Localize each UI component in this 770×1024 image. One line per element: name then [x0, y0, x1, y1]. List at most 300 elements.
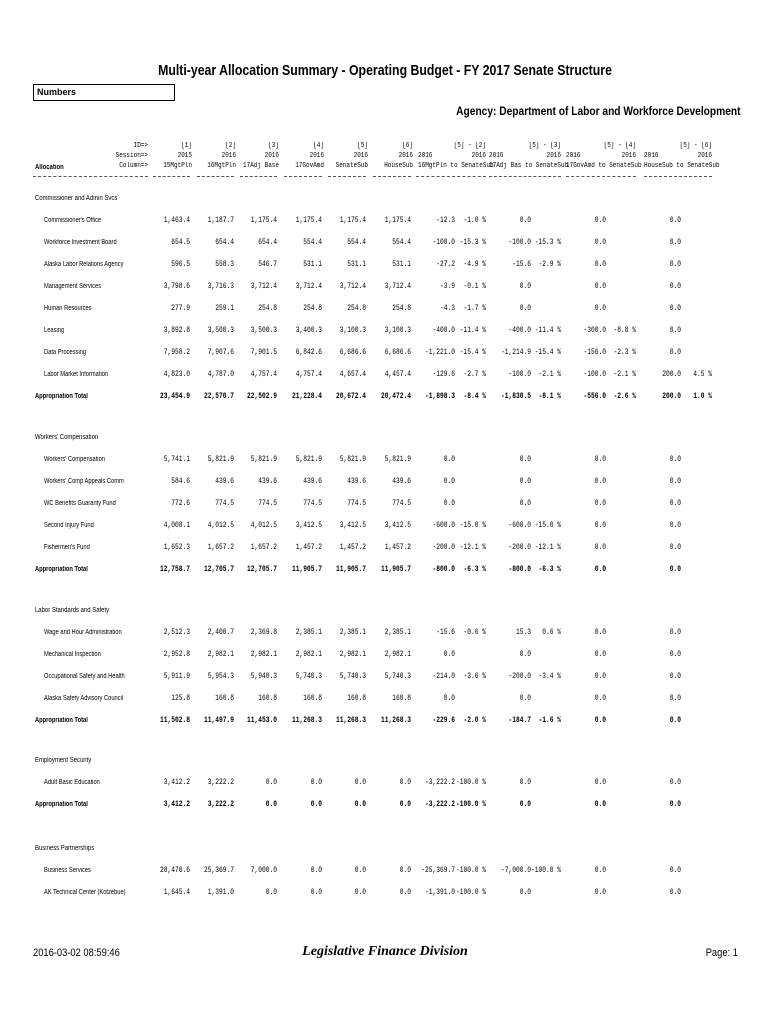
value-cell: 3,892.8	[163, 326, 190, 335]
diff-cell: -15.4 %	[534, 348, 561, 357]
allocation-row-label: Adult Basic Education	[44, 779, 100, 786]
diff-cell: -4.9 %	[463, 260, 486, 269]
total-diff-cell: -100.0 %	[456, 800, 486, 809]
value-cell: 160.8	[347, 694, 366, 703]
diff-cell: -3,222.2	[425, 778, 455, 787]
value-cell: 6,686.6	[339, 348, 366, 357]
value-cell: 1,645.4	[163, 888, 190, 897]
header-col-id: [1]	[181, 142, 192, 150]
diff-cell: -100.0	[583, 370, 606, 379]
value-cell: 259.1	[215, 304, 234, 313]
diff-cell: -100.0	[508, 238, 531, 247]
header-col-id: [5]	[357, 142, 368, 150]
value-cell: 3,222.2	[207, 778, 234, 787]
value-cell: 6,842.6	[295, 348, 322, 357]
value-cell: 5,821.9	[384, 455, 411, 464]
report-title: Multi-year Allocation Summary - Operating Budget - FY 2017 Senate Structure	[158, 62, 612, 79]
diff-cell: -1.7 %	[463, 304, 486, 313]
appropriation-total-label: Appropriation Total	[35, 393, 88, 400]
value-cell: 5,741.1	[163, 455, 190, 464]
value-cell: 2,369.8	[250, 628, 277, 637]
section-title: Workers' Compensation	[35, 434, 99, 441]
header-diff-session-to: 2016	[471, 152, 486, 160]
value-cell: 254.8	[392, 304, 411, 313]
value-cell: 3,712.4	[250, 282, 277, 291]
value-cell: 774.5	[347, 499, 366, 508]
header-diff-id: [5] - [6]	[679, 142, 712, 150]
value-cell: 772.6	[171, 499, 190, 508]
diff-cell: -2.7 %	[463, 370, 486, 379]
diff-cell: 0.0	[669, 521, 681, 530]
value-cell: 3,500.3	[207, 326, 234, 335]
value-cell: 0.0	[265, 778, 277, 787]
diff-cell: -400.0	[508, 326, 531, 335]
total-diff-cell: -800.0	[508, 565, 531, 574]
header-rule	[328, 176, 366, 177]
total-value-cell: 20,672.4	[336, 392, 366, 401]
diff-cell: -200.0	[508, 672, 531, 681]
diff-cell: -15.3 %	[459, 238, 486, 247]
allocation-row-label: Leasing	[44, 327, 65, 334]
header-col-id: [2]	[225, 142, 236, 150]
total-value-cell: 11,502.8	[160, 716, 190, 725]
value-cell: 4,008.1	[163, 521, 190, 530]
allocation-row-label: AK Technical Center (Kotzebue)	[44, 889, 126, 896]
diff-cell: 0.0	[519, 650, 531, 659]
value-cell: 254.8	[347, 304, 366, 313]
value-cell: 584.6	[171, 477, 190, 486]
value-cell: 5,911.9	[163, 672, 190, 681]
diff-cell: 0.0	[669, 326, 681, 335]
total-value-cell: 12,758.7	[160, 565, 190, 574]
value-cell: 5,821.9	[339, 455, 366, 464]
value-cell: 5,821.9	[250, 455, 277, 464]
diff-cell: 0.0	[594, 521, 606, 530]
value-cell: 2,400.7	[207, 628, 234, 637]
diff-cell: -7,000.0	[501, 866, 531, 875]
value-cell: 2,385.1	[339, 628, 366, 637]
header-col-name: HouseSub	[384, 162, 413, 170]
total-diff-cell: -1,830.5	[501, 392, 531, 401]
header-diff-id: [5] - [3]	[528, 142, 561, 150]
header-col-id: [4]	[313, 142, 324, 150]
diff-cell: -3.4 %	[538, 672, 561, 681]
diff-cell: 0.0	[669, 628, 681, 637]
appropriation-total-label: Appropriation Total	[35, 801, 88, 808]
total-value-cell: 3,222.2	[207, 800, 234, 809]
diff-cell: -200.0	[432, 543, 455, 552]
diff-cell: 0.0	[519, 694, 531, 703]
total-value-cell: 11,497.9	[204, 716, 234, 725]
value-cell: 554.4	[347, 238, 366, 247]
value-cell: 531.1	[303, 260, 322, 269]
diff-cell: -2.1 %	[613, 370, 636, 379]
value-cell: 2,982.1	[339, 650, 366, 659]
value-cell: 3,400.3	[295, 326, 322, 335]
total-value-cell: 0.0	[265, 800, 277, 809]
total-diff-cell: 0.0	[519, 800, 531, 809]
value-cell: 5,740.3	[295, 672, 322, 681]
value-cell: 4,787.0	[207, 370, 234, 379]
value-cell: 254.8	[258, 304, 277, 313]
value-cell: 439.6	[392, 477, 411, 486]
diff-cell: -100.0 %	[456, 778, 486, 787]
value-cell: 1,175.4	[339, 216, 366, 225]
diff-cell: 0.0	[594, 477, 606, 486]
value-cell: 4,012.5	[207, 521, 234, 530]
total-diff-cell: -556.0	[583, 392, 606, 401]
diff-cell: -2.3 %	[613, 348, 636, 357]
header-diff-id: [5] - [4]	[603, 142, 636, 150]
total-value-cell: 0.0	[399, 800, 411, 809]
value-cell: 7,907.6	[207, 348, 234, 357]
value-cell: 5,940.3	[250, 672, 277, 681]
value-cell: 1,175.4	[295, 216, 322, 225]
value-cell: 7,901.5	[250, 348, 277, 357]
total-diff-cell: -8.4 %	[463, 392, 486, 401]
value-cell: 277.9	[171, 304, 190, 313]
value-cell: 0.0	[310, 866, 322, 875]
header-rule	[489, 176, 561, 177]
diff-cell: 0.0	[519, 455, 531, 464]
total-diff-cell: 0.0	[669, 565, 681, 574]
footer-division: Legislative Finance Division	[302, 944, 468, 959]
value-cell: 2,385.1	[295, 628, 322, 637]
diff-cell: -12.3	[436, 216, 455, 225]
diff-cell: -12.1 %	[534, 543, 561, 552]
value-cell: 4,457.4	[384, 370, 411, 379]
total-value-cell: 11,905.7	[381, 565, 411, 574]
diff-cell: -27.2	[436, 260, 455, 269]
diff-cell: -1.0 %	[463, 216, 486, 225]
diff-cell: 0.0	[443, 477, 455, 486]
header-col-session: 2016	[353, 152, 368, 160]
diff-cell: -8.8 %	[613, 326, 636, 335]
diff-cell: -156.0	[583, 348, 606, 357]
value-cell: 1,657.2	[207, 543, 234, 552]
total-diff-cell: 0.0	[669, 800, 681, 809]
value-cell: 3,100.3	[339, 326, 366, 335]
value-cell: 7,958.2	[163, 348, 190, 357]
header-diff-name: HouseSub to SenateSub	[644, 162, 720, 170]
value-cell: 531.1	[392, 260, 411, 269]
diff-cell: 0.0	[519, 282, 531, 291]
total-value-cell: 3,412.2	[163, 800, 190, 809]
value-cell: 125.8	[171, 694, 190, 703]
diff-cell: 0.0	[594, 650, 606, 659]
header-col-session: 2016	[309, 152, 324, 160]
value-cell: 654.5	[171, 238, 190, 247]
diff-cell: -15.6	[436, 628, 455, 637]
diff-cell: -214.0	[432, 672, 455, 681]
total-diff-cell: -2.6 %	[613, 392, 636, 401]
diff-cell: 0.0	[594, 499, 606, 508]
header-diff-name: 17GovAmd to SenateSub	[566, 162, 642, 170]
total-value-cell: 11,268.3	[336, 716, 366, 725]
allocation-row-label: Alaska Labor Relations Agency	[44, 261, 124, 268]
diff-cell: 0.0	[669, 238, 681, 247]
value-cell: 0.0	[354, 866, 366, 875]
total-diff-cell: -800.0	[432, 565, 455, 574]
total-diff-cell: -3,222.2	[425, 800, 455, 809]
header-col-session: 2016	[398, 152, 413, 160]
diff-cell: 0.0	[669, 304, 681, 313]
diff-cell: -2.9 %	[538, 260, 561, 269]
value-cell: 2,982.1	[384, 650, 411, 659]
value-cell: 1,457.2	[384, 543, 411, 552]
value-cell: 5,740.3	[384, 672, 411, 681]
total-diff-cell: 1.0 %	[693, 392, 712, 401]
diff-cell: -15.6	[512, 260, 531, 269]
numbers-box: Numbers	[33, 84, 175, 101]
diff-cell: 0.0	[594, 282, 606, 291]
allocation-row-label: Labor Market Information	[44, 371, 109, 378]
value-cell: 254.8	[303, 304, 322, 313]
header-diff-name: 16MgtPln to SenateSub	[418, 162, 494, 170]
value-cell: 160.8	[258, 694, 277, 703]
header-col-name: SenateSub	[335, 162, 368, 170]
value-cell: 28,470.6	[160, 866, 190, 875]
diff-cell: -1,221.0	[425, 348, 455, 357]
value-cell: 2,982.1	[295, 650, 322, 659]
value-cell: 3,712.4	[295, 282, 322, 291]
value-cell: 4,757.4	[295, 370, 322, 379]
diff-cell: -600.0	[508, 521, 531, 530]
total-value-cell: 22,570.7	[204, 392, 234, 401]
value-cell: 3,716.3	[207, 282, 234, 291]
diff-cell: -400.0	[432, 326, 455, 335]
value-cell: 3,412.2	[163, 778, 190, 787]
diff-cell: 0.0	[443, 499, 455, 508]
value-cell: 2,952.8	[163, 650, 190, 659]
allocation-row-label: Commissioner's Office	[44, 217, 102, 224]
diff-cell: 0.0	[519, 477, 531, 486]
value-cell: 2,982.1	[207, 650, 234, 659]
diff-cell: -12.1 %	[459, 543, 486, 552]
value-cell: 1,657.2	[250, 543, 277, 552]
value-cell: 6,686.6	[384, 348, 411, 357]
value-cell: 160.8	[303, 694, 322, 703]
allocation-row-label: Wage and Hour Administration	[44, 629, 122, 636]
diff-cell: 0.0	[443, 455, 455, 464]
value-cell: 558.3	[215, 260, 234, 269]
total-value-cell: 12,705.7	[247, 565, 277, 574]
total-value-cell: 0.0	[310, 800, 322, 809]
diff-cell: -0.1 %	[463, 282, 486, 291]
total-diff-cell: 0.0	[594, 800, 606, 809]
section-title: Business Partnerships	[35, 845, 95, 852]
total-diff-cell: -8.1 %	[538, 392, 561, 401]
section-title: Employment Security	[35, 757, 92, 764]
diff-cell: 0.0	[669, 455, 681, 464]
value-cell: 4,757.4	[250, 370, 277, 379]
total-value-cell: 11,905.7	[292, 565, 322, 574]
value-cell: 5,740.3	[339, 672, 366, 681]
value-cell: 2,385.1	[384, 628, 411, 637]
diff-cell: 0.0	[669, 477, 681, 486]
allocation-row-label: Occupational Safety and Health	[44, 673, 125, 680]
value-cell: 3,100.3	[384, 326, 411, 335]
diff-cell: 0.0	[669, 866, 681, 875]
diff-cell: -15.0 %	[459, 521, 486, 530]
header-diff-session-to: 2016	[621, 152, 636, 160]
diff-cell: 0.0	[669, 694, 681, 703]
value-cell: 1,457.2	[339, 543, 366, 552]
footer-page: Page: 1	[705, 947, 738, 959]
header-col-name: 17GovAmd	[295, 162, 324, 170]
diff-cell: 0.0	[669, 543, 681, 552]
value-cell: 654.4	[258, 238, 277, 247]
header-diff-session-from: 2016	[644, 152, 659, 160]
value-cell: 774.5	[258, 499, 277, 508]
header-row-label: ID=>	[133, 142, 148, 150]
allocation-row-label: Alaska Safety Advisory Council	[44, 695, 124, 702]
value-cell: 3,500.3	[250, 326, 277, 335]
value-cell: 4,657.4	[339, 370, 366, 379]
allocation-row-label: Data Processing	[44, 349, 87, 356]
value-cell: 3,798.6	[163, 282, 190, 291]
value-cell: 25,369.7	[204, 866, 234, 875]
value-cell: 1,652.3	[163, 543, 190, 552]
diff-cell: 0.0	[669, 260, 681, 269]
value-cell: 0.0	[354, 888, 366, 897]
total-diff-cell: -6.3 %	[538, 565, 561, 574]
diff-cell: 0.0	[594, 778, 606, 787]
value-cell: 596.5	[171, 260, 190, 269]
total-value-cell: 0.0	[354, 800, 366, 809]
total-diff-cell: -1,898.3	[425, 392, 455, 401]
value-cell: 1,175.4	[250, 216, 277, 225]
value-cell: 546.7	[258, 260, 277, 269]
diff-cell: 200.0	[662, 370, 681, 379]
allocation-row-label: Human Resources	[44, 305, 92, 312]
allocation-row-label: Fishermen's Fund	[44, 544, 90, 551]
diff-cell: 0.6 %	[542, 628, 561, 637]
diff-cell: 0.0	[669, 348, 681, 357]
value-cell: 0.0	[310, 888, 322, 897]
diff-cell: -15.4 %	[459, 348, 486, 357]
total-value-cell: 23,454.9	[160, 392, 190, 401]
header-col-name: 17Adj Base	[242, 162, 279, 170]
footer-date: 2016-03-02 08:59:46	[33, 947, 120, 959]
diff-cell: 0.0	[443, 694, 455, 703]
diff-cell: 0.0	[669, 499, 681, 508]
diff-cell: 0.0	[594, 455, 606, 464]
diff-cell: 15.3	[516, 628, 531, 637]
header-rule	[566, 176, 636, 177]
diff-cell: 0.0	[594, 260, 606, 269]
allocation-row-label: Mechanical Inspection	[44, 651, 101, 658]
appropriation-total-label: Appropriation Total	[35, 717, 88, 724]
diff-cell: 0.0	[669, 216, 681, 225]
header-col-name: 15MgtPln	[163, 162, 192, 170]
diff-cell: 0.0	[594, 888, 606, 897]
value-cell: 654.4	[215, 238, 234, 247]
value-cell: 2,512.3	[163, 628, 190, 637]
diff-cell: 0.0	[443, 650, 455, 659]
total-diff-cell: 0.0	[594, 716, 606, 725]
diff-cell: 0.0	[594, 238, 606, 247]
value-cell: 2,982.1	[250, 650, 277, 659]
value-cell: 1,463.4	[163, 216, 190, 225]
value-cell: 5,954.3	[207, 672, 234, 681]
value-cell: 1,391.0	[207, 888, 234, 897]
header-diff-session-from: 2016	[489, 152, 504, 160]
value-cell: 774.5	[303, 499, 322, 508]
value-cell: 4,012.5	[250, 521, 277, 530]
total-diff-cell: -184.7	[508, 716, 531, 725]
diff-cell: 0.0	[669, 672, 681, 681]
value-cell: 3,412.5	[339, 521, 366, 530]
value-cell: 7,000.0	[250, 866, 277, 875]
header-rule	[416, 176, 486, 177]
allocation-row-label: Workers' Comp Appeals Comm	[44, 478, 124, 485]
diff-cell: -100.0 %	[456, 866, 486, 875]
header-row-label: Session=>	[115, 152, 148, 160]
header-rule	[240, 176, 277, 177]
header-rule	[197, 176, 234, 177]
diff-cell: 0.0	[594, 216, 606, 225]
header-rule	[33, 176, 148, 177]
allocation-header: Allocation	[35, 164, 64, 171]
value-cell: 0.0	[265, 888, 277, 897]
diff-cell: 0.0	[519, 216, 531, 225]
diff-cell: 0.0	[519, 888, 531, 897]
total-value-cell: 11,268.3	[381, 716, 411, 725]
value-cell: 439.6	[258, 477, 277, 486]
allocation-row-label: Workforce Investment Board	[44, 239, 117, 246]
header-rule	[153, 176, 190, 177]
value-cell: 4,823.0	[163, 370, 190, 379]
value-cell: 3,712.4	[339, 282, 366, 291]
value-cell: 554.4	[392, 238, 411, 247]
value-cell: 160.8	[392, 694, 411, 703]
value-cell: 1,187.7	[207, 216, 234, 225]
header-col-session: 2016	[264, 152, 279, 160]
header-diff-session-from: 2016	[566, 152, 581, 160]
header-diff-session-to: 2016	[697, 152, 712, 160]
value-cell: 774.5	[215, 499, 234, 508]
value-cell: 0.0	[399, 778, 411, 787]
diff-cell: 0.0	[669, 888, 681, 897]
allocation-row-label: Workers' Compensation	[44, 456, 105, 463]
diff-cell: 0.0	[519, 778, 531, 787]
diff-cell: -100.0 %	[531, 866, 561, 875]
allocation-row-label: Second Injury Fund	[44, 522, 94, 529]
diff-cell: -100.0	[508, 370, 531, 379]
total-value-cell: 22,502.9	[247, 392, 277, 401]
diff-cell: -200.0	[508, 543, 531, 552]
value-cell: 5,821.9	[295, 455, 322, 464]
diff-cell: 4.5 %	[693, 370, 712, 379]
total-diff-cell: -6.3 %	[463, 565, 486, 574]
total-value-cell: 21,228.4	[292, 392, 322, 401]
agency-title: Agency: Department of Labor and Workforce Development	[455, 104, 740, 118]
diff-cell: 0.0	[594, 672, 606, 681]
diff-cell: -1,391.0	[425, 888, 455, 897]
value-cell: 774.5	[392, 499, 411, 508]
value-cell: 3,412.5	[384, 521, 411, 530]
total-value-cell: 11,268.3	[292, 716, 322, 725]
diff-cell: 0.0	[519, 304, 531, 313]
diff-cell: -129.6	[432, 370, 455, 379]
value-cell: 3,712.4	[384, 282, 411, 291]
total-diff-cell: -229.6	[432, 716, 455, 725]
header-col-session: 2015	[177, 152, 192, 160]
diff-cell: 0.0	[669, 282, 681, 291]
header-rule	[284, 176, 322, 177]
diff-cell: 0.0	[669, 778, 681, 787]
